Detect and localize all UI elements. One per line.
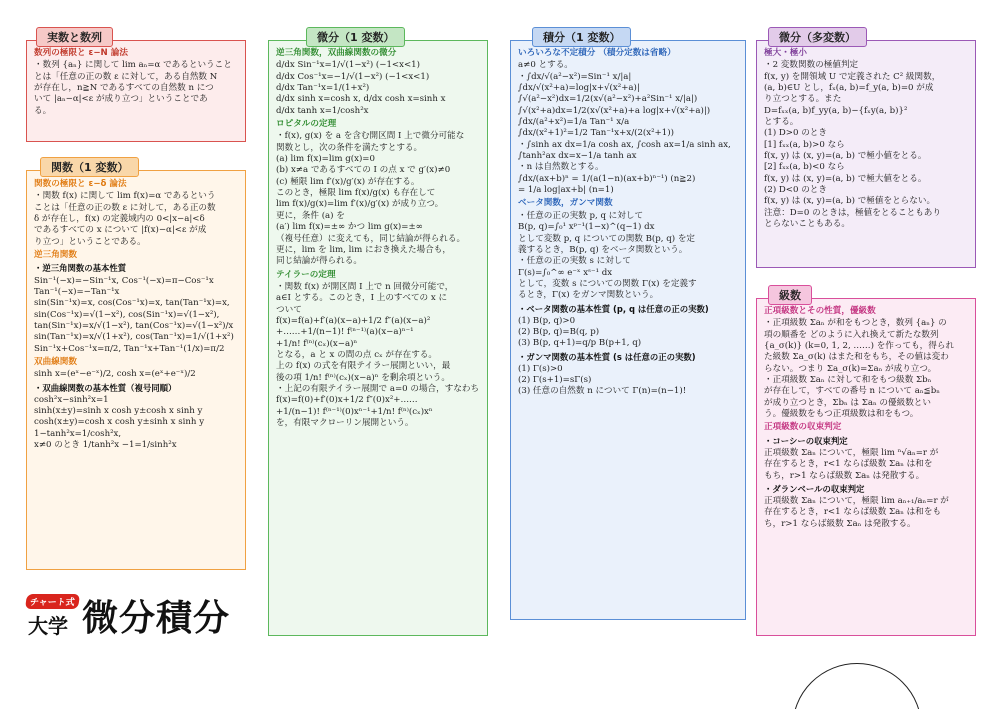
text-line: +1/(n−1)! f⁽ⁿ⁻¹⁾(0)xⁿ⁻¹+1/n! f⁽ⁿ⁾(cₓ)xⁿ <box>276 406 433 417</box>
text-line: ・正項級数 Σaₙ が和をもつとき，数列 {aₙ} の <box>764 318 947 329</box>
text-line: (3) B(p, q+1)=q/p B(p+1, q) <box>518 338 642 349</box>
tab-multivariable: 微分（多変数） <box>768 27 867 47</box>
text-line: = 1/a log|ax+b| (n=1) <box>518 185 614 196</box>
sub-gamma-props: ・ガンマ関数の基本性質 (s は任意の正の実数) <box>518 351 696 362</box>
heading-hyperbolic: 双曲線関数 <box>34 356 77 367</box>
text-line: ・関数 f(x) に関して lim f(x)=α であるという <box>34 191 216 202</box>
text-line: 後の項 1/n! f⁽ⁿ⁾(cₓ)(x−a)ⁿ を剰余項という。 <box>276 372 450 383</box>
sub-hyperbolic-props: ・双曲線関数の基本性質（複号同順） <box>34 382 177 393</box>
panel-multivariable <box>756 40 976 268</box>
text-line: ・任意の正の実数 p, q に対して <box>518 210 644 221</box>
text-line: f(x, y) は (x, y)=(a, b) で極値をとらない。 <box>764 196 936 207</box>
text-line: （複号任意）に変えても，同じ結論が得られる。 <box>276 233 466 244</box>
lhopital-text <box>276 131 480 267</box>
text-line: 更に，lim を lim, lim におき換えた場合も， <box>276 244 451 255</box>
text-line: sinh x=(eˣ−e⁻ˣ)/2, cosh x=(eˣ+e⁻ˣ)/2 <box>34 369 196 380</box>
tab-real-sequence: 実数と数列 <box>36 27 113 47</box>
text-line: x≠0 のとき 1/tanh²x −1=1/sinh²x <box>34 440 177 451</box>
decorative-arc <box>792 663 922 709</box>
text-line: (1) Γ(s)>0 <box>518 363 563 374</box>
text-line: 更に，条件 (a) を <box>276 210 345 221</box>
text-line: ∫dx/(a²+x²)=1/a Tan⁻¹ x/a <box>518 117 630 128</box>
text-line: δ が存在し，f(x) の定義域内の 0<|x−a|<δ <box>34 214 205 225</box>
text-line: ・2 変数関数の極値判定 <box>764 60 859 71</box>
text-line: [1] fₓₓ(a, b)>0 なら <box>764 139 845 150</box>
text-line: (2) D<0 のとき <box>764 185 827 196</box>
text-line: であるすべての x について |f(x)−α|<ε が成 <box>34 225 207 236</box>
text-line: (a) lim f(x)=lim g(x)=0 <box>276 154 375 165</box>
text-line: 関数とし，次の条件を満たすとする。 <box>276 142 423 153</box>
text-line: lim f(x)/g(x)=lim f′(x)/g′(x) が成り立つ。 <box>276 199 444 210</box>
text-line: d/dx Sin⁻¹x=1/√(1−x²) (−1<x<1) <box>276 60 420 71</box>
text-line: (3) 任意の自然数 n について Γ(n)=(n−1)! <box>518 386 687 397</box>
text-line: {a_σ(k)} (k=0, 1, 2, ……) を作っても，得られ <box>764 341 955 352</box>
text-line: ち，r>1 ならば級数 Σaₙ は発散する。 <box>764 518 916 529</box>
text-line: ∫dx/√(x²+a)=log|x+√(x²+a)| <box>518 83 640 94</box>
heading-taylor: テイラーの定理 <box>276 269 336 280</box>
text-line: ことは「任意の正の数 ε に対して，ある正の数 <box>34 202 216 213</box>
sub-beta-props: ・ベータ関数の基本性質 (p, q は任意の正の実数) <box>518 303 709 314</box>
text-line: +1/n! f⁽ⁿ⁾(cₓ)(x−a)ⁿ <box>276 338 358 349</box>
text-line: ∫dx/(x²+1)²=1/2 Tan⁻¹x+x/(2(x²+1)) <box>518 128 674 139</box>
beta-props <box>518 316 738 350</box>
integral-formulas <box>518 60 738 196</box>
heading-sequence-limit: 数列の極限と ε−N 論法 <box>34 48 128 58</box>
text-line: [2] fₓₓ(a, b)<0 なら <box>764 162 845 173</box>
text-line: ・n は自然数とする。 <box>518 162 604 173</box>
text-line: a≠0 とする。 <box>518 60 573 71</box>
text-line: り立つ」ということである。 <box>34 236 146 247</box>
text-line: (1) D>0 のとき <box>764 128 827 139</box>
tab-integration: 積分（1 変数） <box>532 27 631 47</box>
text-line: B(p, q)=∫₀¹ xᵖ⁻¹(1−x)^(q−1) dx <box>518 222 655 233</box>
logo-daigaku: 大学 <box>28 614 68 638</box>
panel-function <box>26 170 246 570</box>
text-line: sin(Cos⁻¹x)=√(1−x²), cos(Sin⁻¹x)=√(1−x²), <box>34 309 220 320</box>
text-line: もち，r>1 ならば級数 Σaₙ は発散する。 <box>764 470 925 481</box>
text-line: ∫dx/(ax+b)ⁿ = 1/(a(1−n)(ax+b)ⁿ⁻¹) (n≧2) <box>518 173 696 184</box>
text-line: d/dx Tan⁻¹x=1/(1+x²) <box>276 83 370 94</box>
panel-differentiation <box>268 40 488 636</box>
text-line: が存在し，n≧N であるすべての自然数 n につ <box>34 83 214 94</box>
logo-badge: チャート式 <box>25 594 80 609</box>
text-line: となる，a と x の間の点 cₓ が存在する。 <box>276 349 437 360</box>
taylor-text <box>276 282 480 429</box>
text-line: う。優級数をもつ正項級数は和をもつ。 <box>764 409 919 420</box>
text-line: 正項級数 Σaₙ について，極限 lim aₙ₊₁/aₙ=r が <box>764 496 949 506</box>
panel-real-sequence <box>26 40 246 142</box>
text-line: (a′) lim f(x)=±∞ かつ lim g(x)=±∞ <box>276 222 423 233</box>
dalembert-text <box>764 496 968 530</box>
heading-inverse-trig: 逆三角関数 <box>34 250 77 261</box>
text-line: ・正項級数 Σaₙ に対して和をもつ級数 Σbₙ <box>764 375 932 386</box>
heading-positive-series: 正項級数とその性質，優級数 <box>764 306 876 316</box>
text-line: Sin⁻¹x+Cos⁻¹x=π/2, Tan⁻¹x+Tan⁻¹(1/x)=π/2 <box>34 343 225 354</box>
text-line: として，変数 s についての関数 Γ(x) を定義す <box>518 278 697 289</box>
hyperbolic-formulas <box>34 395 238 452</box>
text-line: とらないこともある。 <box>764 219 850 230</box>
text-line: f(x, y) は (x, y)=(a, b) で極小値をとる。 <box>764 151 927 162</box>
text-line: (c) 極限 lim f′(x)/g′(x) が存在する。 <box>276 176 420 187</box>
text-line: +……+1/(n−1)! f⁽ⁿ⁻¹⁾(a)(x−a)ⁿ⁻¹ <box>276 327 414 338</box>
text-line: Γ(s)=∫₀^∞ e⁻ˣ xˢ⁻¹ dx <box>518 267 613 278</box>
text-line: d/dx sinh x=cosh x, d/dx cosh x=sinh x <box>276 94 446 105</box>
text-line: Tan⁻¹(−x)=−Tan⁻¹x <box>34 286 120 297</box>
logo-title: 微分積分 <box>82 598 231 639</box>
text-line: ・数列 {aₙ} に関して lim aₙ=α であるということ <box>34 60 232 71</box>
positive-series-text <box>764 318 968 420</box>
text-line: cosh²x−sinh²x=1 <box>34 394 109 405</box>
text-line: (1) B(p, q)>0 <box>518 315 576 326</box>
text-line: 義するとき，B(p, q) をベータ関数という。 <box>518 244 688 255</box>
text-line: り立つとする。また <box>764 94 842 105</box>
text-line: ・∫sinh ax dx=1/a cosh ax, ∫cosh ax=1/a sinh ax, <box>518 139 731 150</box>
text-line: cosh(x±y)=cosh x cosh y±sinh x sinh y <box>34 417 205 428</box>
text-line: ついて <box>276 304 302 315</box>
text-line: 同じ結論が得られる。 <box>276 256 362 267</box>
gamma-props <box>518 364 738 398</box>
text-line: らない。つまり Σa_σ(k)=Σaₙ が成り立つ。 <box>764 363 937 374</box>
text-line: ・上記の有限テイラー展開で a=0 の場合，すなわち <box>276 383 480 394</box>
text-line: sinh(x±y)=sinh x cosh y±cosh x sinh y <box>34 406 203 417</box>
extrema-text <box>764 60 968 230</box>
text-line: (a, b)∈U とし，fₓ(a, b)=f_y(a, b)=0 が成 <box>764 83 934 94</box>
book-logo <box>26 592 246 640</box>
sequence-text <box>34 60 238 117</box>
tab-series: 級数 <box>768 285 812 305</box>
heading-extrema: 極大・極小 <box>764 48 807 58</box>
text-line: a∈I とする。このとき，I 上のすべての x に <box>276 293 448 304</box>
text-line: このとき，極限 lim f(x)/g(x) も存在して <box>276 188 436 199</box>
text-line: ∫√(a²−x²)dx=1/2(x√(a²−x²)+a²Sin⁻¹ x/|a|) <box>518 94 698 105</box>
text-line: を，有限マクローリン展開という。 <box>276 418 414 428</box>
tab-function: 関数（1 変数） <box>40 157 139 177</box>
text-line: ・∫dx/√(a²−x²)=Sin⁻¹ x/|a| <box>518 71 632 82</box>
text-line: 上の f(x) の式を有限テイラー展開といい，最 <box>276 361 451 372</box>
text-line: が成り立つとき，Σbₙ は Σaₙ の優級数とい <box>764 397 931 408</box>
text-line: ・関数 f(x) が開区間 I 上で n 回微分可能で， <box>276 281 454 292</box>
text-line: f(x)=f(0)+f′(0)x+1/2 f″(0)x²+…… <box>276 395 418 406</box>
text-line: d/dx tanh x=1/cosh²x <box>276 105 369 116</box>
text-line: sin(Sin⁻¹x)=x, cos(Cos⁻¹x)=x, tan(Tan⁻¹x)=x, <box>34 298 230 309</box>
panel-integration <box>510 40 746 620</box>
heading-convergence: 正項級数の収束判定 <box>764 422 842 433</box>
beta-gamma-def <box>518 211 738 302</box>
derivative-formulas <box>276 60 480 117</box>
text-line: f(x)=f(a)+f′(a)(x−a)+1/2 f″(a)(x−a)² <box>276 315 431 326</box>
heading-lhopital: ロピタルの定理 <box>276 119 337 130</box>
text-line: とは「任意の正の数 ε に対して，ある自然数 N <box>34 71 218 82</box>
text-line: として変数 p, q についての関数 B(p, q) を定 <box>518 233 696 244</box>
heading-inverse-hyperbolic-deriv: 逆三角関数，双曲線関数の微分 <box>276 48 397 58</box>
sub-cauchy: ・コーシーの収束判定 <box>764 435 848 446</box>
text-line: 正項級数 Σaₙ について，極限 lim ⁿ√aₙ=r が <box>764 447 939 458</box>
text-line: (b) x≠a であるすべての I の点 x で g′(x)≠0 <box>276 165 451 176</box>
sub-dalembert: ・ダランベールの収束判定 <box>764 483 865 494</box>
text-line: D=fₓₓ(a, b)f_yy(a, b)−{fₓy(a, b)}² <box>764 105 908 116</box>
text-line: いて |aₙ−α|<ε が成り立つ」ということであ <box>34 94 208 105</box>
text-line: ・f(x), g(x) を a を含む開区間 I 上で微分可能な <box>276 131 465 142</box>
inverse-trig-formulas <box>34 276 238 355</box>
text-line: (2) Γ(s+1)=sΓ(s) <box>518 375 592 386</box>
text-line: ∫√(x²+a)dx=1/2(x√(x²+a)+a log|x+√(x²+a)|) <box>518 105 711 116</box>
text-line: d/dx Cos⁻¹x=−1/√(1−x²) (−1<x<1) <box>276 71 430 82</box>
heading-function-limit: 関数の極限と ε−δ 論法 <box>34 179 127 189</box>
tab-differentiation: 微分（1 変数） <box>306 27 405 47</box>
text-line: 注意：D=0 のときは，極値をとることもあり <box>764 207 941 218</box>
text-line: とする。 <box>764 117 799 128</box>
panel-series <box>756 298 976 636</box>
text-line: た級数 Σa_σ(k) はまた和をもち，その値は変わ <box>764 352 949 363</box>
text-line: f(x, y) は (x, y)=(a, b) で極大値をとる。 <box>764 173 927 184</box>
text-line: tan(Sin⁻¹x)=x/√(1−x²), tan(Cos⁻¹x)=√(1−x²)/x <box>34 320 234 331</box>
text-line: る。 <box>34 105 52 116</box>
cauchy-text <box>764 448 968 482</box>
text-line: 1−tanh²x=1/cosh²x, <box>34 428 122 439</box>
text-line: (2) B(p, q)=B(q, p) <box>518 327 600 337</box>
text-line: sin(Tan⁻¹x)=x/√(1+x²), cos(Tan⁻¹x)=1/√(1+x²) <box>34 332 234 343</box>
hyperbolic-def <box>34 369 238 380</box>
text-line: が存在して，すべての番号 n について aₙ≦bₙ <box>764 386 940 397</box>
text-line: 存在するとき，r<1 ならば級数 Σaₙ は和を <box>764 459 933 470</box>
text-line: ∫tanh²ax dx=x−1/a tanh ax <box>518 151 637 162</box>
text-line: f(x, y) を開領域 U で定義された C² 級関数， <box>764 71 941 82</box>
sub-inverse-trig-props: ・逆三角関数の基本性質 <box>34 263 127 274</box>
text-line: るとき，Γ(x) をガンマ関数という。 <box>518 290 659 301</box>
text-line: 項の順番を どのように入れ換えて新たな数列 <box>764 329 939 340</box>
text-line: Sin⁻¹(−x)=−Sin⁻¹x, Cos⁻¹(−x)=π−Cos⁻¹x <box>34 275 214 286</box>
function-limit-text <box>34 191 238 248</box>
text-line: 存在するとき，r<1 ならば級数 Σaₙ は和をも <box>764 507 942 518</box>
heading-indefinite-integrals: いろいろな不定積分 （積分定数は省略） <box>518 48 676 58</box>
heading-beta-gamma: ベータ関数，ガンマ関数 <box>518 198 613 209</box>
text-line: ・任意の正の実数 s に対して <box>518 256 631 267</box>
